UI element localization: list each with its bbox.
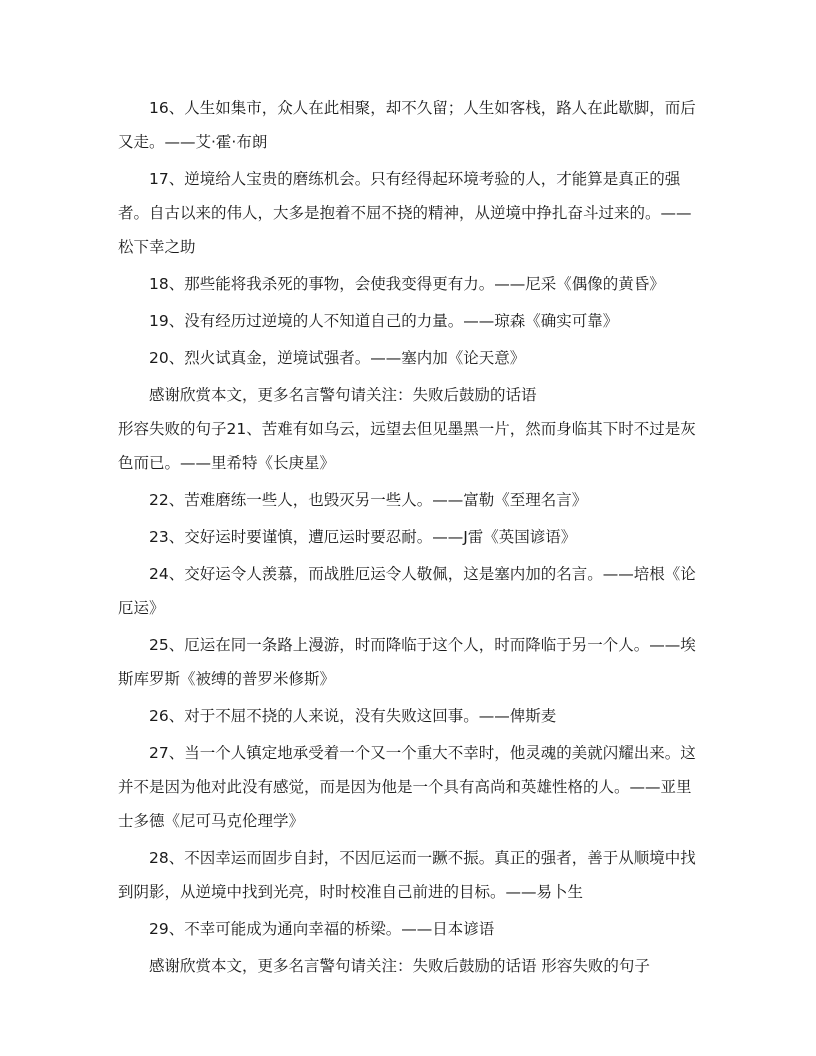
- quote-22: 22、苦难磨练一些人，也毁灭另一些人。——富勒《至理名言》: [149, 491, 588, 509]
- quote-19: 19、没有经历过逆境的人不知道自己的力量。——琼森《确实可靠》: [149, 312, 619, 330]
- quote-23: 23、交好运时要谨慎，遭厄运时要忍耐。——J雷《英国谚语》: [149, 528, 577, 546]
- quote-18: 18、那些能将我杀死的事物，会使我变得更有力。——尼采《偶像的黄昏》: [149, 275, 665, 293]
- quote-27: 27、当一个人镇定地承受着一个又一个重大不幸时，他灵魂的美就闪耀出来。这并不是因为他对此没有感觉，而是因为他是一个具有高尚和英雄性格的人。——亚里士多德《尼可马克伦理学》: [118, 744, 696, 830]
- quote-25: 25、厄运在同一条路上漫游，时而降临于这个人，时而降临于另一个人。——埃斯库罗斯《被缚的普罗米修斯》: [118, 636, 696, 688]
- thanks-note: 感谢欣赏本文，更多名言警句请关注：失败后鼓励的话语: [149, 386, 537, 404]
- quote-17: 17、逆境给人宝贵的磨练机会。只有经得起环境考验的人，才能算是真正的强者。自古以来的伟人，大多是抱着不屈不挠的精神，从逆境中挣扎奋斗过来的。——松下幸之助: [118, 170, 692, 256]
- quote-28: 28、不因幸运而固步自封，不因厄运而一蹶不振。真正的强者，善于从顺境中找到阴影，从逆境中找到光亮，时时校准自己前进的目标。——易卜生: [118, 849, 696, 901]
- document-page: [118, 91, 703, 986]
- quote-24: 24、交好运令人羡慕，而战胜厄运令人敬佩，这是塞内加的名言。——培根《论厄运》: [118, 565, 696, 617]
- quote-21: 形容失败的句子21、苦难有如乌云，远望去但见墨黑一片，然而身临其下时不过是灰色而已。——里希特《长庚星》: [118, 420, 696, 472]
- quote-16: 16、人生如集市，众人在此相聚，却不久留；人生如客栈，路人在此歇脚，而后又走。——艾·霍·布朗: [118, 99, 696, 151]
- quote-20: 20、烈火试真金，逆境试强者。——塞内加《论天意》: [149, 349, 526, 367]
- quote-29: 29、不幸可能成为通向幸福的桥梁。——日本谚语: [149, 920, 495, 938]
- thanks-note-footer: 感谢欣赏本文，更多名言警句请关注：失败后鼓励的话语 形容失败的句子: [149, 957, 650, 975]
- quote-26: 26、对于不屈不挠的人来说，没有失败这回事。——俾斯麦: [149, 707, 557, 725]
